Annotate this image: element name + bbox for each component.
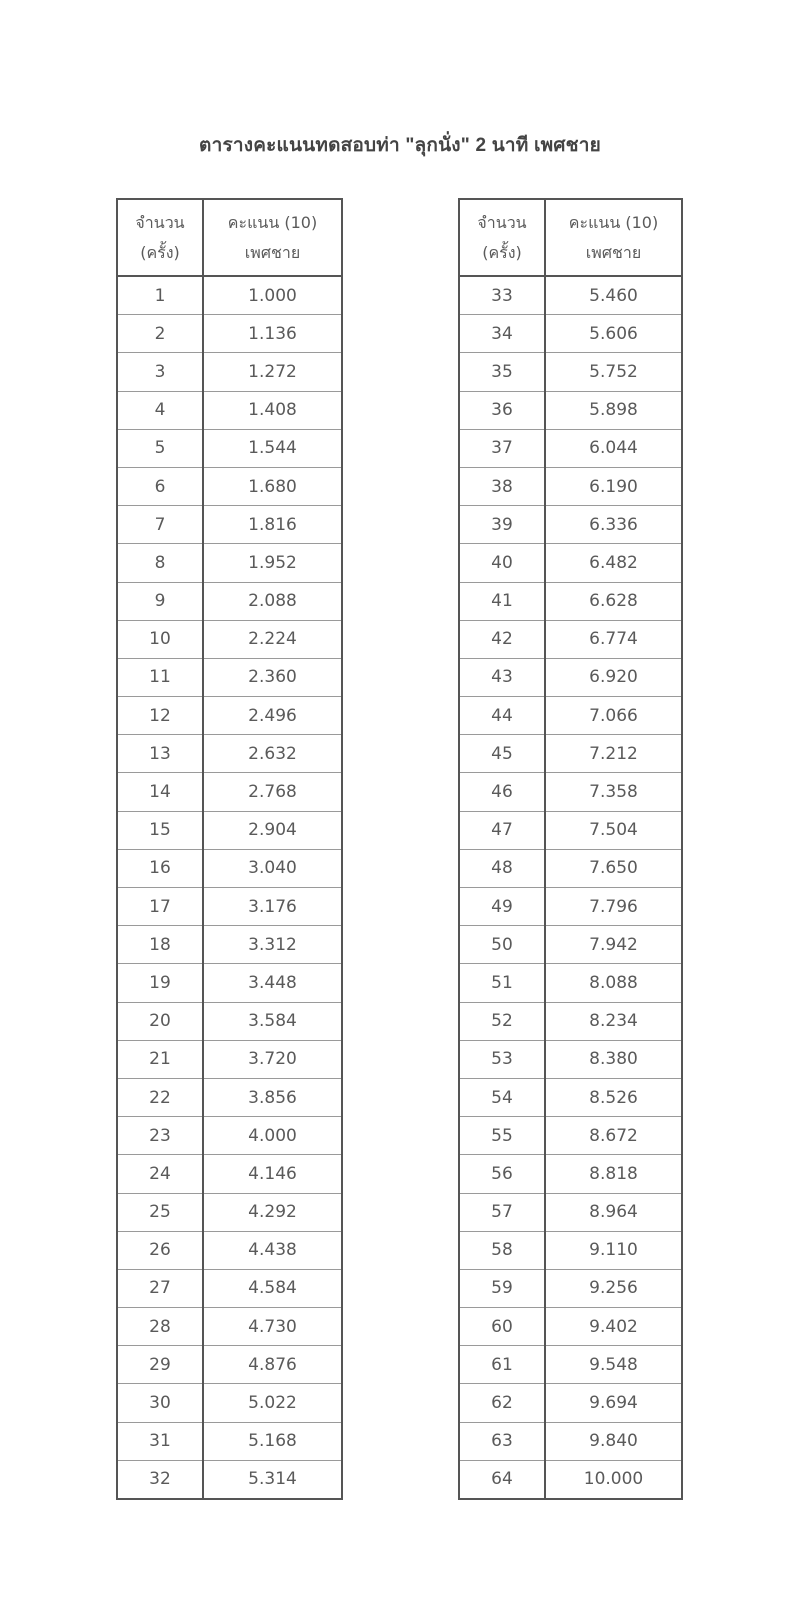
count-cell: 28 — [117, 1308, 203, 1346]
table-row — [117, 353, 342, 391]
score-cell: 1.000 — [248, 285, 297, 306]
score-cell: 9.256 — [545, 1269, 682, 1307]
table-row — [459, 849, 682, 887]
table-row — [459, 506, 682, 544]
table-row — [117, 1078, 342, 1116]
count-cell: 46 — [459, 773, 545, 811]
score-cell: 8.964 — [545, 1193, 682, 1231]
table-header-row — [117, 199, 342, 276]
count-cell: 45 — [459, 735, 545, 773]
count-cell: 24 — [117, 1155, 203, 1193]
table-row — [117, 1384, 342, 1422]
count-cell: 34 — [459, 315, 545, 353]
score-header-line1: คะแนน (10) — [227, 212, 318, 232]
table-row — [117, 888, 342, 926]
count-cell: 22 — [117, 1078, 203, 1116]
score-cell: 7.942 — [545, 926, 682, 964]
score-header-line2: เพศชาย — [244, 242, 301, 262]
count-cell: 64 — [459, 1460, 545, 1499]
table-row — [459, 964, 682, 1002]
count-cell: 18 — [117, 926, 203, 964]
table-row — [117, 582, 342, 620]
score-cell: 1.952 — [203, 544, 342, 582]
table-row — [117, 429, 342, 467]
table-row — [117, 467, 342, 505]
count-cell: 25 — [117, 1193, 203, 1231]
table-row — [117, 964, 342, 1002]
table-row — [117, 735, 342, 773]
count-cell: 15 — [117, 811, 203, 849]
table-row — [459, 353, 682, 391]
table-row — [459, 888, 682, 926]
count-cell: 59 — [459, 1269, 545, 1307]
document-title: ตารางคะแนนทดสอบท่า "ลุกนั่ง" 2 นาที เพศชาย — [199, 135, 601, 156]
count-cell: 39 — [459, 506, 545, 544]
table-row — [117, 926, 342, 964]
table-row — [459, 1078, 682, 1116]
count-cell: 14 — [117, 773, 203, 811]
table-row — [117, 811, 342, 849]
score-cell: 3.312 — [203, 926, 342, 964]
table-row — [459, 1231, 682, 1269]
table-row — [117, 1193, 342, 1231]
score-cell: 5.314 — [203, 1460, 342, 1499]
table-row — [117, 1308, 342, 1346]
score-cell: 4.584 — [203, 1269, 342, 1307]
score-cell: 5.898 — [545, 391, 682, 429]
table-row — [459, 658, 682, 696]
table-body — [459, 276, 682, 1499]
score-cell: 8.234 — [545, 1002, 682, 1040]
count-cell: 57 — [459, 1193, 545, 1231]
count-cell: 20 — [117, 1002, 203, 1040]
count-cell: 61 — [459, 1346, 545, 1384]
score-cell: 2.088 — [203, 582, 342, 620]
score-cell: 3.856 — [203, 1078, 342, 1116]
score-cell: 6.336 — [545, 506, 682, 544]
table-row — [117, 506, 342, 544]
score-cell: 3.720 — [203, 1040, 342, 1078]
count-header-line2: (ครั้ง) — [482, 242, 522, 262]
count-cell: 17 — [117, 888, 203, 926]
table-row — [117, 1231, 342, 1269]
table-row — [459, 467, 682, 505]
score-cell: 4.000 — [203, 1117, 342, 1155]
count-cell: 51 — [459, 964, 545, 1002]
score-cell: 6.920 — [545, 658, 682, 696]
score-cell: 3.176 — [203, 888, 342, 926]
table-row — [459, 1460, 682, 1499]
count-cell: 10 — [117, 620, 203, 658]
count-cell: 9 — [117, 582, 203, 620]
count-cell: 53 — [459, 1040, 545, 1078]
score-cell: 5.606 — [545, 315, 682, 353]
score-cell: 4.730 — [203, 1308, 342, 1346]
table-row — [117, 315, 342, 353]
score-cell: 9.110 — [545, 1231, 682, 1269]
score-cell: 8.672 — [545, 1117, 682, 1155]
score-cell: 7.212 — [545, 735, 682, 773]
table-row — [117, 1002, 342, 1040]
table-row — [117, 1422, 342, 1460]
score-cell: 7.796 — [545, 888, 682, 926]
count-cell: 41 — [459, 582, 545, 620]
count-cell: 60 — [459, 1308, 545, 1346]
table-row — [117, 849, 342, 887]
score-table-right — [458, 198, 683, 1500]
score-header-line2: เพศชาย — [585, 242, 642, 262]
table-row — [459, 429, 682, 467]
count-cell: 26 — [117, 1231, 203, 1269]
score-cell: 6.044 — [545, 429, 682, 467]
count-cell: 54 — [459, 1078, 545, 1116]
count-header-line1: จำนวน — [135, 212, 185, 232]
table-row — [459, 276, 682, 315]
score-cell: 9.840 — [545, 1422, 682, 1460]
score-cell: 3.448 — [203, 964, 342, 1002]
table-row — [459, 1269, 682, 1307]
count-cell: 42 — [459, 620, 545, 658]
count-header-line1: จำนวน — [477, 212, 527, 232]
score-cell: 1.680 — [203, 467, 342, 505]
table-row — [459, 697, 682, 735]
table-row — [459, 735, 682, 773]
count-cell: 21 — [117, 1040, 203, 1078]
score-cell: 4.146 — [203, 1155, 342, 1193]
count-cell: 2 — [117, 315, 203, 353]
table-row — [459, 391, 682, 429]
score-cell: 2.496 — [203, 697, 342, 735]
count-cell: 35 — [459, 353, 545, 391]
score-cell: 4.876 — [203, 1346, 342, 1384]
count-cell: 52 — [459, 1002, 545, 1040]
score-cell: 4.292 — [203, 1193, 342, 1231]
table-row — [459, 1384, 682, 1422]
score-cell: 5.460 — [589, 285, 638, 306]
score-cell: 2.224 — [203, 620, 342, 658]
table-row — [459, 1193, 682, 1231]
table-row — [459, 926, 682, 964]
count-cell: 5 — [117, 429, 203, 467]
count-cell: 33 — [459, 276, 545, 315]
count-cell: 56 — [459, 1155, 545, 1193]
table-row — [117, 1346, 342, 1384]
score-cell: 3.040 — [203, 849, 342, 887]
count-cell: 12 — [117, 697, 203, 735]
count-cell: 49 — [459, 888, 545, 926]
table-row — [459, 1117, 682, 1155]
count-column-header — [459, 199, 545, 276]
score-cell: 5.168 — [203, 1422, 342, 1460]
table-row — [459, 1002, 682, 1040]
table-header-row — [459, 199, 682, 276]
count-cell: 1 — [117, 276, 203, 315]
score-column-header — [203, 199, 342, 276]
score-cell: 2.904 — [203, 811, 342, 849]
score-cell: 1.136 — [203, 315, 342, 353]
score-cell: 9.548 — [545, 1346, 682, 1384]
score-table-left — [116, 198, 343, 1500]
table-row — [117, 658, 342, 696]
score-column-header — [545, 199, 682, 276]
table-row — [117, 1460, 342, 1499]
count-cell: 32 — [117, 1460, 203, 1499]
count-cell: 44 — [459, 697, 545, 735]
score-cell: 3.584 — [203, 1002, 342, 1040]
score-cell: 8.380 — [545, 1040, 682, 1078]
table-row — [117, 1269, 342, 1307]
count-cell: 55 — [459, 1117, 545, 1155]
table-row — [117, 1155, 342, 1193]
score-cell: 2.768 — [203, 773, 342, 811]
score-cell: 7.066 — [545, 697, 682, 735]
score-header-line1: คะแนน (10) — [568, 212, 659, 232]
table-row — [117, 276, 342, 315]
table-row — [459, 315, 682, 353]
count-cell: 43 — [459, 658, 545, 696]
count-cell: 50 — [459, 926, 545, 964]
score-cell: 6.190 — [545, 467, 682, 505]
count-cell: 27 — [117, 1269, 203, 1307]
count-cell: 6 — [117, 467, 203, 505]
count-cell: 29 — [117, 1346, 203, 1384]
table-row — [459, 811, 682, 849]
score-cell: 5.752 — [545, 353, 682, 391]
table-row — [459, 1422, 682, 1460]
table-row — [117, 697, 342, 735]
score-cell: 1.816 — [203, 506, 342, 544]
count-column-header — [117, 199, 203, 276]
score-cell: 10.000 — [545, 1460, 682, 1499]
count-cell: 23 — [117, 1117, 203, 1155]
table-body — [117, 276, 342, 1499]
score-cell: 7.504 — [545, 811, 682, 849]
table-row — [459, 1308, 682, 1346]
count-cell: 48 — [459, 849, 545, 887]
table-row — [117, 1040, 342, 1078]
score-cell: 6.628 — [545, 582, 682, 620]
score-cell: 1.408 — [203, 391, 342, 429]
count-cell: 47 — [459, 811, 545, 849]
count-cell: 58 — [459, 1231, 545, 1269]
score-cell: 9.402 — [545, 1308, 682, 1346]
score-cell: 8.088 — [545, 964, 682, 1002]
score-cell: 1.272 — [203, 353, 342, 391]
score-cell: 7.650 — [545, 849, 682, 887]
count-cell: 3 — [117, 353, 203, 391]
count-cell: 62 — [459, 1384, 545, 1422]
score-cell: 2.360 — [203, 658, 342, 696]
table-row — [117, 1117, 342, 1155]
count-cell: 38 — [459, 467, 545, 505]
table-row — [459, 1155, 682, 1193]
score-cell: 8.526 — [545, 1078, 682, 1116]
table-row — [117, 391, 342, 429]
score-cell: 9.694 — [545, 1384, 682, 1422]
table-row — [459, 773, 682, 811]
count-cell: 31 — [117, 1422, 203, 1460]
count-cell: 30 — [117, 1384, 203, 1422]
table-row — [117, 773, 342, 811]
table-row — [459, 1346, 682, 1384]
count-header-line2: (ครั้ง) — [140, 242, 180, 262]
count-cell: 36 — [459, 391, 545, 429]
score-cell: 6.774 — [545, 620, 682, 658]
table-row — [459, 620, 682, 658]
table-row — [459, 544, 682, 582]
count-cell: 7 — [117, 506, 203, 544]
score-cell: 6.482 — [545, 544, 682, 582]
count-cell: 40 — [459, 544, 545, 582]
count-cell: 16 — [117, 849, 203, 887]
table-row — [117, 544, 342, 582]
count-cell: 8 — [117, 544, 203, 582]
table-row — [459, 582, 682, 620]
table-row — [459, 1040, 682, 1078]
count-cell: 13 — [117, 735, 203, 773]
count-cell: 63 — [459, 1422, 545, 1460]
score-cell: 4.438 — [203, 1231, 342, 1269]
count-cell: 19 — [117, 964, 203, 1002]
score-cell: 5.022 — [203, 1384, 342, 1422]
count-cell: 11 — [117, 658, 203, 696]
table-row — [117, 620, 342, 658]
count-cell: 4 — [117, 391, 203, 429]
count-cell: 37 — [459, 429, 545, 467]
score-cell: 8.818 — [545, 1155, 682, 1193]
score-cell: 1.544 — [203, 429, 342, 467]
score-cell: 7.358 — [545, 773, 682, 811]
score-cell: 2.632 — [203, 735, 342, 773]
